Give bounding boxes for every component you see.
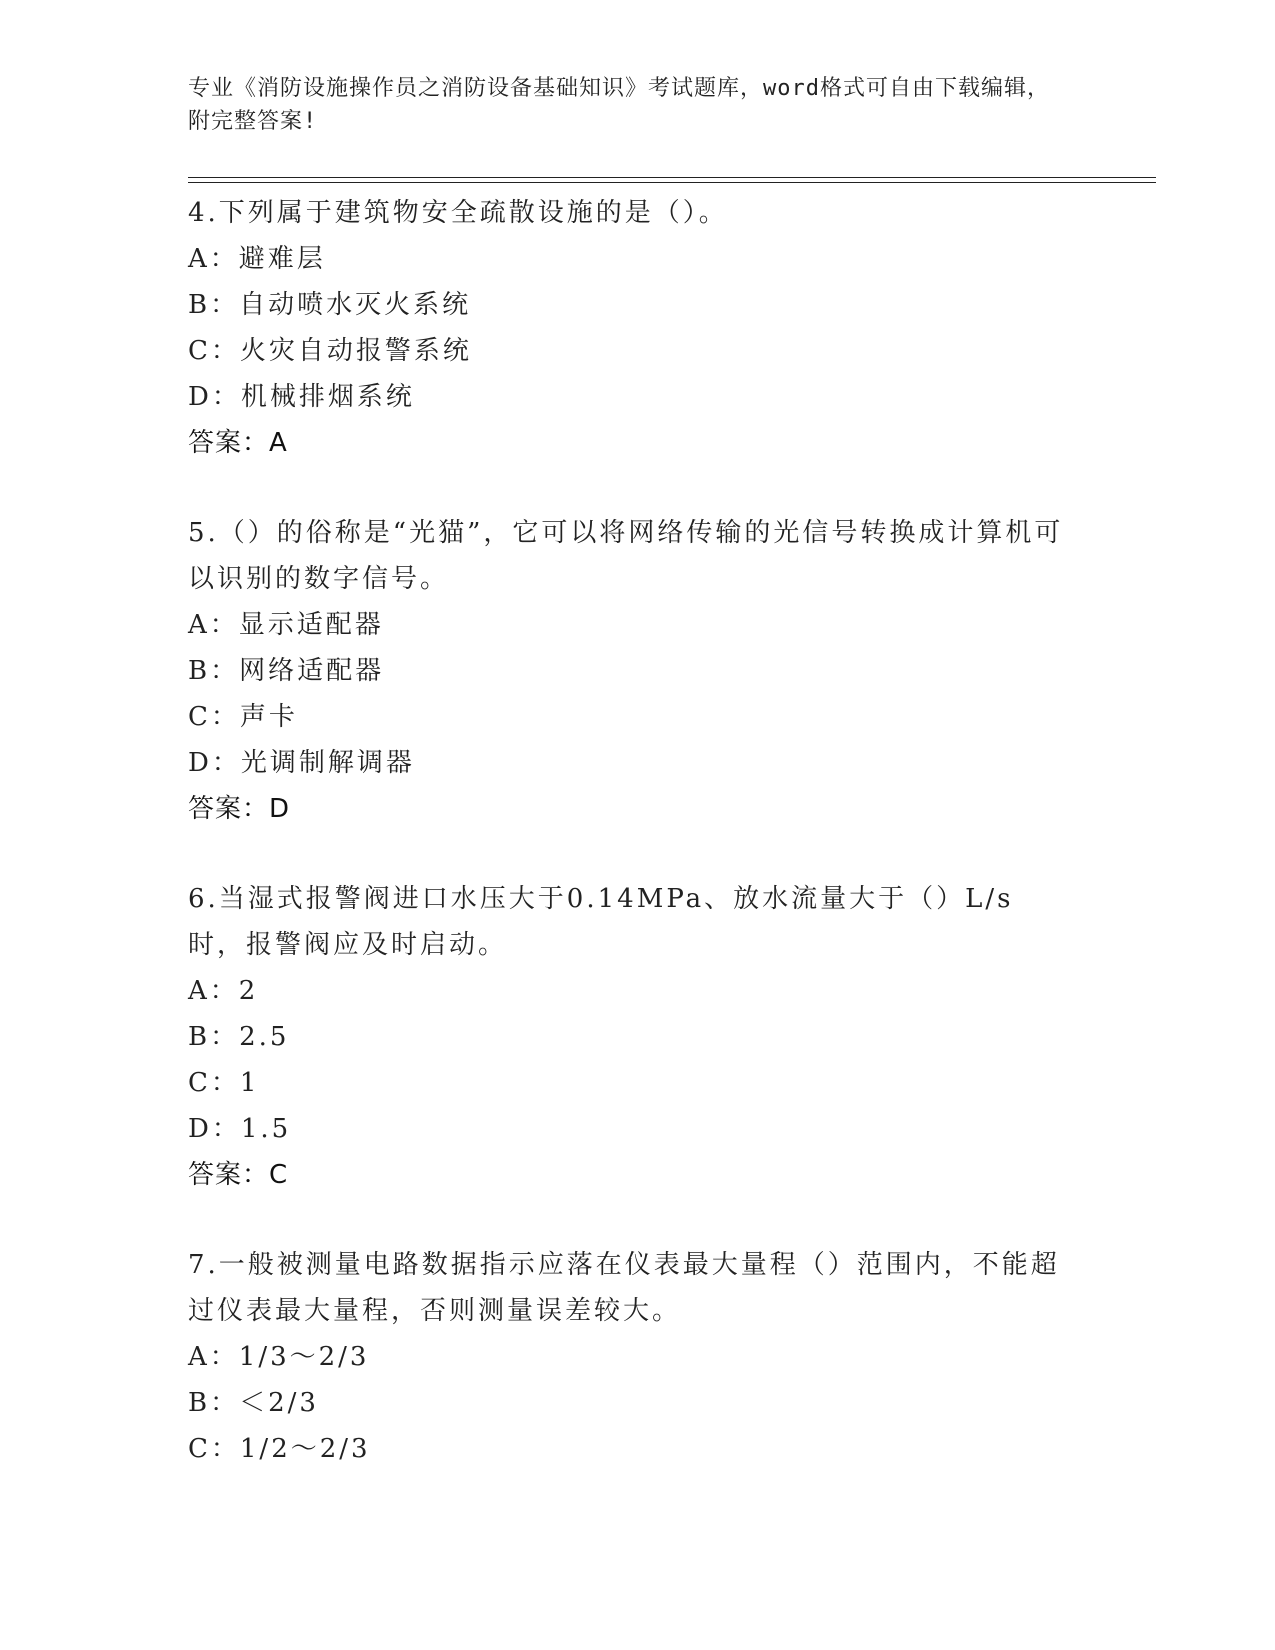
- answer-text: 答案：A: [188, 428, 288, 458]
- question-spacer: [188, 832, 1088, 876]
- option-d: D：1.5: [188, 1114, 292, 1144]
- option-c: C：声卡: [188, 702, 298, 732]
- option-a: A：2: [188, 976, 259, 1006]
- question-spacer: [188, 1198, 1088, 1242]
- answer-text: 答案：C: [188, 1160, 289, 1190]
- header-intro-text: 专业《消防设施操作员之消防设备基础知识》考试题库，word格式可自由下载编辑，附完整答案!: [188, 76, 1050, 134]
- question-stem: 6.当湿式报警阀进口水压大于0.14MPa、放水流量大于（）L/s时，报警阀应及时启动。: [188, 884, 1014, 960]
- option-a: A：显示适配器: [188, 610, 384, 640]
- question-spacer: [188, 466, 1088, 510]
- question-stem: 7.一般被测量电路数据指示应落在仪表最大量程（）范围内，不能超过仪表最大量程，否则测量误差较大。: [188, 1250, 1060, 1326]
- option-a: A：避难层: [188, 244, 326, 274]
- option-c: C：1: [188, 1068, 260, 1098]
- option-b: B：网络适配器: [188, 656, 385, 686]
- question-item: [188, 876, 1088, 1198]
- option-b: B：2.5: [188, 1022, 290, 1052]
- option-d: D：机械排烟系统: [188, 382, 415, 412]
- header-divider-top: [188, 177, 1156, 178]
- question-item: [188, 1242, 1088, 1472]
- header-divider-bottom: [188, 182, 1156, 183]
- option-b: B：＜2/3: [188, 1388, 319, 1418]
- option-c: C：1/2～2/3: [188, 1434, 371, 1464]
- question-item: [188, 190, 1088, 466]
- option-b: B：自动喷水灭火系统: [188, 290, 472, 320]
- question-item: [188, 510, 1088, 832]
- option-c: C：火灾自动报警系统: [188, 336, 472, 366]
- option-d: D：光调制解调器: [188, 748, 415, 778]
- question-list: [188, 190, 1088, 1472]
- question-stem: 5.（）的俗称是“光猫”，它可以将网络传输的光信号转换成计算机可以识别的数字信号。: [188, 518, 1064, 594]
- question-stem: 4.下列属于建筑物安全疏散设施的是（）。: [188, 198, 728, 228]
- answer-text: 答案：D: [188, 794, 291, 824]
- option-a: A：1/3～2/3: [188, 1342, 370, 1372]
